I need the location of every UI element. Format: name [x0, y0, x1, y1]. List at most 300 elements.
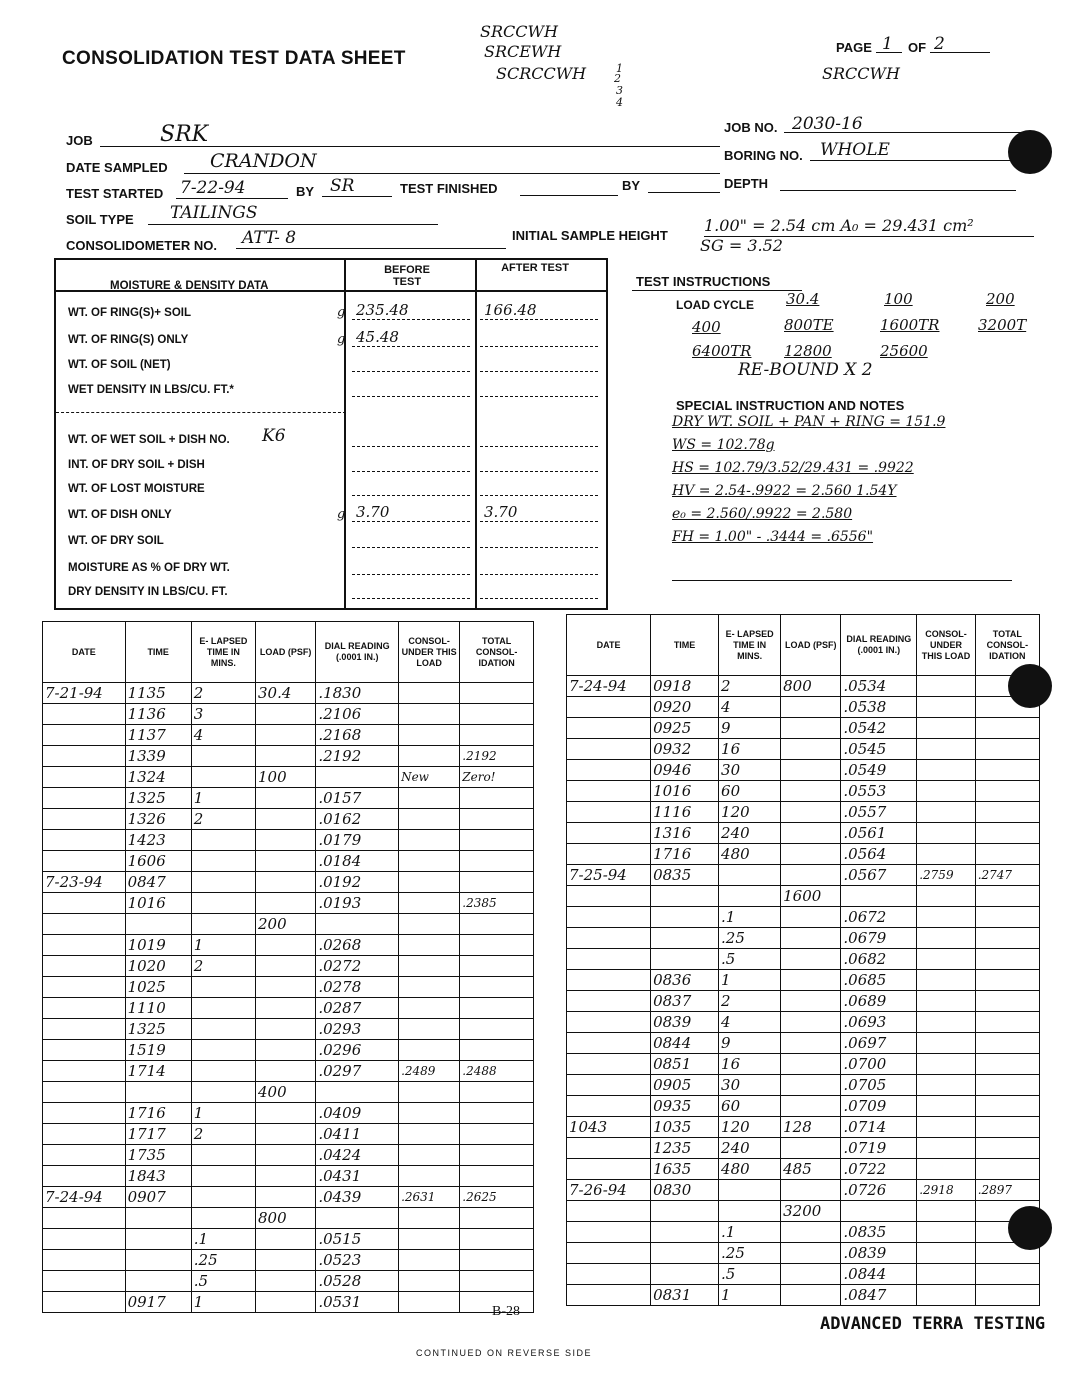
cell-time: 1116 [651, 802, 719, 823]
col-header-total: TOTAL CONSOL- IDATION [975, 615, 1039, 676]
cell-load [781, 1285, 841, 1306]
cell-date [567, 1012, 651, 1033]
cell-consol [917, 676, 975, 697]
cell-dial: .1830 [316, 683, 399, 704]
cell-consol [399, 830, 460, 851]
col-header-elapsed: E- LAPSED TIME IN MINS. [191, 622, 255, 683]
cell-elapsed: 1 [191, 788, 255, 809]
cell-consol [917, 781, 975, 802]
cell-total: .2488 [460, 1061, 534, 1082]
cell-date: 1043 [567, 1117, 651, 1138]
cell-total [975, 760, 1039, 781]
cell-date [567, 781, 651, 802]
cell-dial: .0409 [316, 1103, 399, 1124]
table-row [43, 1103, 534, 1124]
table-row [567, 928, 1040, 949]
table-row [567, 1117, 1040, 1138]
before-test-label: BEFORE TEST [384, 264, 430, 288]
cell-load [781, 781, 841, 802]
table-row [43, 1208, 534, 1229]
table-row [43, 704, 534, 725]
cell-load [781, 1138, 841, 1159]
cell-consol [917, 907, 975, 928]
table-row [567, 1180, 1040, 1201]
consolidometer-label: CONSOLIDOMETER NO. [66, 238, 217, 253]
moisture-heading: MOISTURE & DENSITY DATA [110, 280, 269, 292]
page-total: 2 [934, 34, 945, 54]
cell-date [43, 830, 126, 851]
depth-label: DEPTH [724, 176, 769, 191]
cell-elapsed: 3 [191, 704, 255, 725]
col-header-total: TOTAL CONSOL- IDATION [460, 622, 534, 683]
table-row [43, 725, 534, 746]
moisture-after-value: 3.70 [484, 503, 518, 521]
cell-total [460, 1124, 534, 1145]
table-row [43, 809, 534, 830]
cell-load [256, 1061, 316, 1082]
cell-total [975, 928, 1039, 949]
cell-time: 1635 [651, 1159, 719, 1180]
cell-dial: .0287 [316, 998, 399, 1019]
cell-consol [917, 1096, 975, 1117]
cell-consol: New [399, 767, 460, 788]
cell-time: 0935 [651, 1096, 719, 1117]
cell-consol [399, 1040, 460, 1061]
col-header-dial: DIAL READING (.0001 IN.) [316, 622, 399, 683]
moisture-row-label: WT. OF WET SOIL + DISH NO. [68, 434, 230, 446]
cell-consol [399, 1271, 460, 1292]
cell-time: 1714 [125, 1061, 191, 1082]
col-header-dial: DIAL READING (.0001 IN.) [841, 615, 917, 676]
cell-dial: .0179 [316, 830, 399, 851]
cell-dial: .0193 [316, 893, 399, 914]
cell-elapsed: 2 [191, 809, 255, 830]
cell-consol [917, 739, 975, 760]
cell-consol [917, 1054, 975, 1075]
cell-time [651, 1201, 719, 1222]
cell-date [43, 1208, 126, 1229]
table-row [43, 998, 534, 1019]
cell-load [256, 1124, 316, 1145]
company-name: ADVANCED TERRA TESTING [820, 1314, 1046, 1334]
cell-time: 0917 [125, 1292, 191, 1313]
moisture-row-label: WT. OF SOIL (NET) [68, 359, 171, 371]
cell-dial: .0538 [841, 697, 917, 718]
job-no-value: 2030-16 [792, 114, 863, 134]
cell-consol: .2759 [917, 865, 975, 886]
cell-total [460, 935, 534, 956]
cell-elapsed [191, 767, 255, 788]
table-row [567, 1054, 1040, 1075]
cell-consol [399, 788, 460, 809]
cell-load [256, 1271, 316, 1292]
cell-time: 0851 [651, 1054, 719, 1075]
cell-load [256, 1250, 316, 1271]
cell-dial: .0545 [841, 739, 917, 760]
cell-elapsed: 1 [719, 970, 781, 991]
cell-consol [917, 1222, 975, 1243]
cell-elapsed: .1 [719, 907, 781, 928]
cell-load: 200 [256, 914, 316, 935]
cell-elapsed: .25 [719, 928, 781, 949]
cell-total [460, 725, 534, 746]
cell-dial: .0685 [841, 970, 917, 991]
cell-load [256, 935, 316, 956]
cell-dial: .0697 [841, 1033, 917, 1054]
cell-elapsed [191, 1061, 255, 1082]
cell-load [256, 872, 316, 893]
cell-elapsed [191, 1187, 255, 1208]
cell-date [43, 998, 126, 1019]
cell-consol: .2918 [917, 1180, 975, 1201]
cell-time: 1606 [125, 851, 191, 872]
cell-dial: .0693 [841, 1012, 917, 1033]
col-header-date: DATE [43, 622, 126, 683]
cell-total [460, 851, 534, 872]
cell-load [256, 893, 316, 914]
cell-elapsed: 4 [719, 1012, 781, 1033]
cell-date: 7-24-94 [43, 1187, 126, 1208]
continued-note: CONTINUED ON REVERSE SIDE [416, 1348, 593, 1358]
cell-elapsed: 30 [719, 1075, 781, 1096]
punch-hole-middle [1008, 664, 1052, 708]
cell-load [781, 1075, 841, 1096]
table-row [567, 697, 1040, 718]
cell-consol [399, 1166, 460, 1187]
table-row [43, 956, 534, 977]
cell-consol [399, 956, 460, 977]
table-row [567, 970, 1040, 991]
cell-time: 1136 [125, 704, 191, 725]
cell-consol [399, 704, 460, 725]
cell-elapsed: 2 [191, 1124, 255, 1145]
cell-date [567, 1054, 651, 1075]
cell-dial: .0839 [841, 1243, 917, 1264]
cell-date [43, 1124, 126, 1145]
cell-load: 128 [781, 1117, 841, 1138]
cell-date [567, 718, 651, 739]
table-row [43, 746, 534, 767]
cell-load [781, 865, 841, 886]
table-row [43, 830, 534, 851]
moisture-row-label: WT. OF RING(S)+ SOIL [68, 307, 191, 319]
test-finished-label: TEST FINISHED [400, 181, 498, 196]
cell-dial: .2106 [316, 704, 399, 725]
cell-time: 0831 [651, 1285, 719, 1306]
cell-elapsed [719, 1180, 781, 1201]
cell-elapsed: 1 [191, 935, 255, 956]
cell-total [460, 1208, 534, 1229]
special-note: e₀ = 2.560/.9922 = 2.580 [672, 506, 853, 522]
cell-consol [399, 809, 460, 830]
cell-time: 1325 [125, 788, 191, 809]
table-row [567, 907, 1040, 928]
cell-time [651, 928, 719, 949]
cell-date [567, 907, 651, 928]
col-header-time: TIME [651, 615, 719, 676]
cell-elapsed [191, 1019, 255, 1040]
cell-total [460, 1145, 534, 1166]
cell-load [256, 851, 316, 872]
cell-time [651, 1243, 719, 1264]
table-row [567, 1159, 1040, 1180]
cell-load [256, 977, 316, 998]
boring-no-value: WHOLE [820, 140, 890, 160]
special-note: DRY WT. SOIL + PAN + RING = 151.9 [672, 414, 946, 430]
table-row [43, 1040, 534, 1061]
by-value: SR [330, 176, 355, 196]
cell-load [781, 1180, 841, 1201]
after-test-label: AFTER TEST [501, 262, 569, 274]
cell-elapsed: 120 [719, 802, 781, 823]
cell-consol [399, 935, 460, 956]
table-row [43, 893, 534, 914]
cell-date [567, 928, 651, 949]
cell-load [256, 1019, 316, 1040]
cell-elapsed: 4 [191, 725, 255, 746]
cell-consol [917, 949, 975, 970]
cell-time [651, 886, 719, 907]
cell-date [43, 851, 126, 872]
cell-elapsed [191, 1082, 255, 1103]
cell-load [256, 788, 316, 809]
cell-load [256, 1229, 316, 1250]
cell-dial [316, 1082, 399, 1103]
cell-dial: .0844 [841, 1264, 917, 1285]
cell-dial: .0534 [841, 676, 917, 697]
table-row [567, 676, 1040, 697]
cell-total: .2625 [460, 1187, 534, 1208]
cell-total [460, 704, 534, 725]
cell-load [256, 998, 316, 1019]
cell-total: .2385 [460, 893, 534, 914]
cell-total [975, 1159, 1039, 1180]
cell-dial: .0424 [316, 1145, 399, 1166]
test-started-value: 7-22-94 [180, 178, 246, 198]
cell-date [43, 1103, 126, 1124]
cell-elapsed: 9 [719, 718, 781, 739]
sample-code-num-1: 1 [616, 62, 623, 75]
cell-date [43, 1250, 126, 1271]
cell-dial [316, 914, 399, 935]
table-row [43, 1229, 534, 1250]
cell-elapsed: 1 [191, 1292, 255, 1313]
moisture-after-value: 166.48 [484, 301, 537, 319]
table-row [567, 739, 1040, 760]
cell-date: 7-23-94 [43, 872, 126, 893]
load-cycle-value: 800TE [784, 316, 834, 334]
page-label: PAGE [836, 40, 872, 55]
cell-consol [917, 718, 975, 739]
page-title: CONSOLIDATION TEST DATA SHEET [62, 48, 406, 69]
initial-height-value: 1.00" = 2.54 cm A₀ = 29.431 cm² [704, 216, 974, 235]
cell-consol [399, 998, 460, 1019]
cell-load [256, 1166, 316, 1187]
date-sampled-label: DATE SAMPLED [66, 160, 168, 175]
cell-time: 1716 [125, 1103, 191, 1124]
cell-time: 0918 [651, 676, 719, 697]
cell-dial: .0714 [841, 1117, 917, 1138]
cell-time: 0920 [651, 697, 719, 718]
cell-elapsed: 60 [719, 781, 781, 802]
cell-date [567, 1201, 651, 1222]
cell-load [781, 970, 841, 991]
job-label: JOB [66, 133, 93, 148]
cell-load [256, 746, 316, 767]
cell-dial: .0689 [841, 991, 917, 1012]
cell-consol [399, 914, 460, 935]
cell-dial: .0835 [841, 1222, 917, 1243]
cell-total [460, 809, 534, 830]
cell-consol [399, 1103, 460, 1124]
cell-consol [917, 823, 975, 844]
table-row [43, 1019, 534, 1040]
moisture-row-label: WT. OF DRY SOIL [68, 535, 164, 547]
cell-dial: .0157 [316, 788, 399, 809]
cell-load [256, 1103, 316, 1124]
cell-total [975, 1138, 1039, 1159]
cell-elapsed: .25 [719, 1243, 781, 1264]
cell-total [460, 1271, 534, 1292]
cell-time [125, 1082, 191, 1103]
load-cycle-value: 25600 [880, 342, 928, 360]
cell-elapsed [191, 830, 255, 851]
table-row [43, 977, 534, 998]
page-number: 1 [882, 34, 893, 54]
cell-total [460, 1019, 534, 1040]
cell-dial: .0184 [316, 851, 399, 872]
cell-load [781, 907, 841, 928]
cell-consol [399, 683, 460, 704]
cell-date [567, 697, 651, 718]
cell-load [256, 1040, 316, 1061]
col-header-date: DATE [567, 615, 651, 676]
table-row [567, 865, 1040, 886]
cell-consol [399, 851, 460, 872]
cell-total [460, 977, 534, 998]
cell-consol [917, 1012, 975, 1033]
cell-elapsed [191, 872, 255, 893]
cell-time: 0932 [651, 739, 719, 760]
cell-consol [917, 1285, 975, 1306]
table-row [567, 1222, 1040, 1243]
cell-date [43, 1082, 126, 1103]
cell-load: 400 [256, 1082, 316, 1103]
cell-dial: .0705 [841, 1075, 917, 1096]
cell-consol [917, 802, 975, 823]
cell-elapsed: .1 [719, 1222, 781, 1243]
cell-load [781, 928, 841, 949]
cell-load [256, 956, 316, 977]
soil-type-label: SOIL TYPE [66, 212, 134, 227]
cell-time: 0905 [651, 1075, 719, 1096]
cell-date [43, 1166, 126, 1187]
cell-consol [917, 1117, 975, 1138]
cell-time: 0835 [651, 865, 719, 886]
special-heading: SPECIAL INSTRUCTION AND NOTES [676, 398, 905, 413]
table-row [43, 1124, 534, 1145]
cell-dial: .0682 [841, 949, 917, 970]
of-label: OF [908, 40, 927, 55]
table-row [567, 1264, 1040, 1285]
cell-time: 1235 [651, 1138, 719, 1159]
cell-elapsed [191, 1145, 255, 1166]
cell-date [567, 1243, 651, 1264]
table-row [567, 1033, 1040, 1054]
cell-dial: .0272 [316, 956, 399, 977]
cell-date [567, 1159, 651, 1180]
table-row [43, 1187, 534, 1208]
cell-time: 0907 [125, 1187, 191, 1208]
cell-dial: .0411 [316, 1124, 399, 1145]
cell-load [781, 844, 841, 865]
cell-load [256, 1145, 316, 1166]
cell-date [43, 1145, 126, 1166]
col-header-consol: CONSOL- UNDER THIS LOAD [917, 615, 975, 676]
instructions-heading: TEST INSTRUCTIONS [636, 274, 771, 289]
cell-time: 1519 [125, 1040, 191, 1061]
cell-time: 1110 [125, 998, 191, 1019]
col-header-consol: CONSOL- UNDER THIS LOAD [399, 622, 460, 683]
cell-elapsed [719, 886, 781, 907]
cell-elapsed [191, 914, 255, 935]
cell-elapsed [191, 1166, 255, 1187]
sample-code-1: SRCCWH [480, 22, 558, 41]
cell-load [781, 949, 841, 970]
cell-load: 100 [256, 767, 316, 788]
cell-total [975, 1264, 1039, 1285]
cell-time: 1324 [125, 767, 191, 788]
cell-load [781, 1012, 841, 1033]
unit-mark: g [337, 332, 346, 347]
cell-date [567, 1264, 651, 1285]
cell-consol [917, 928, 975, 949]
cell-date [43, 1040, 126, 1061]
table-row [567, 760, 1040, 781]
cell-time: 0836 [651, 970, 719, 991]
cell-total: Zero! [460, 767, 534, 788]
cell-consol [399, 1229, 460, 1250]
table-row [567, 1285, 1040, 1306]
cell-time: 1019 [125, 935, 191, 956]
cell-time: 1717 [125, 1124, 191, 1145]
table-row [43, 1145, 534, 1166]
cell-elapsed: .5 [719, 949, 781, 970]
col-header-time: TIME [125, 622, 191, 683]
cell-elapsed [719, 1201, 781, 1222]
cell-elapsed: 480 [719, 844, 781, 865]
cell-total [460, 788, 534, 809]
cell-total [975, 739, 1039, 760]
cell-date [567, 1222, 651, 1243]
cell-date [43, 893, 126, 914]
cell-date [43, 746, 126, 767]
cell-consol [399, 725, 460, 746]
cell-consol [917, 1138, 975, 1159]
cell-time: 1423 [125, 830, 191, 851]
job-value: SRK [160, 122, 209, 147]
table-row [567, 1201, 1040, 1222]
col-header-load: LOAD (PSF) [781, 615, 841, 676]
table-row [567, 781, 1040, 802]
cell-total [975, 886, 1039, 907]
table-row [43, 1292, 534, 1313]
cell-time: 1035 [651, 1117, 719, 1138]
cell-elapsed: .25 [191, 1250, 255, 1271]
cell-elapsed: .1 [191, 1229, 255, 1250]
cell-dial: .0296 [316, 1040, 399, 1061]
cell-dial: .0439 [316, 1187, 399, 1208]
